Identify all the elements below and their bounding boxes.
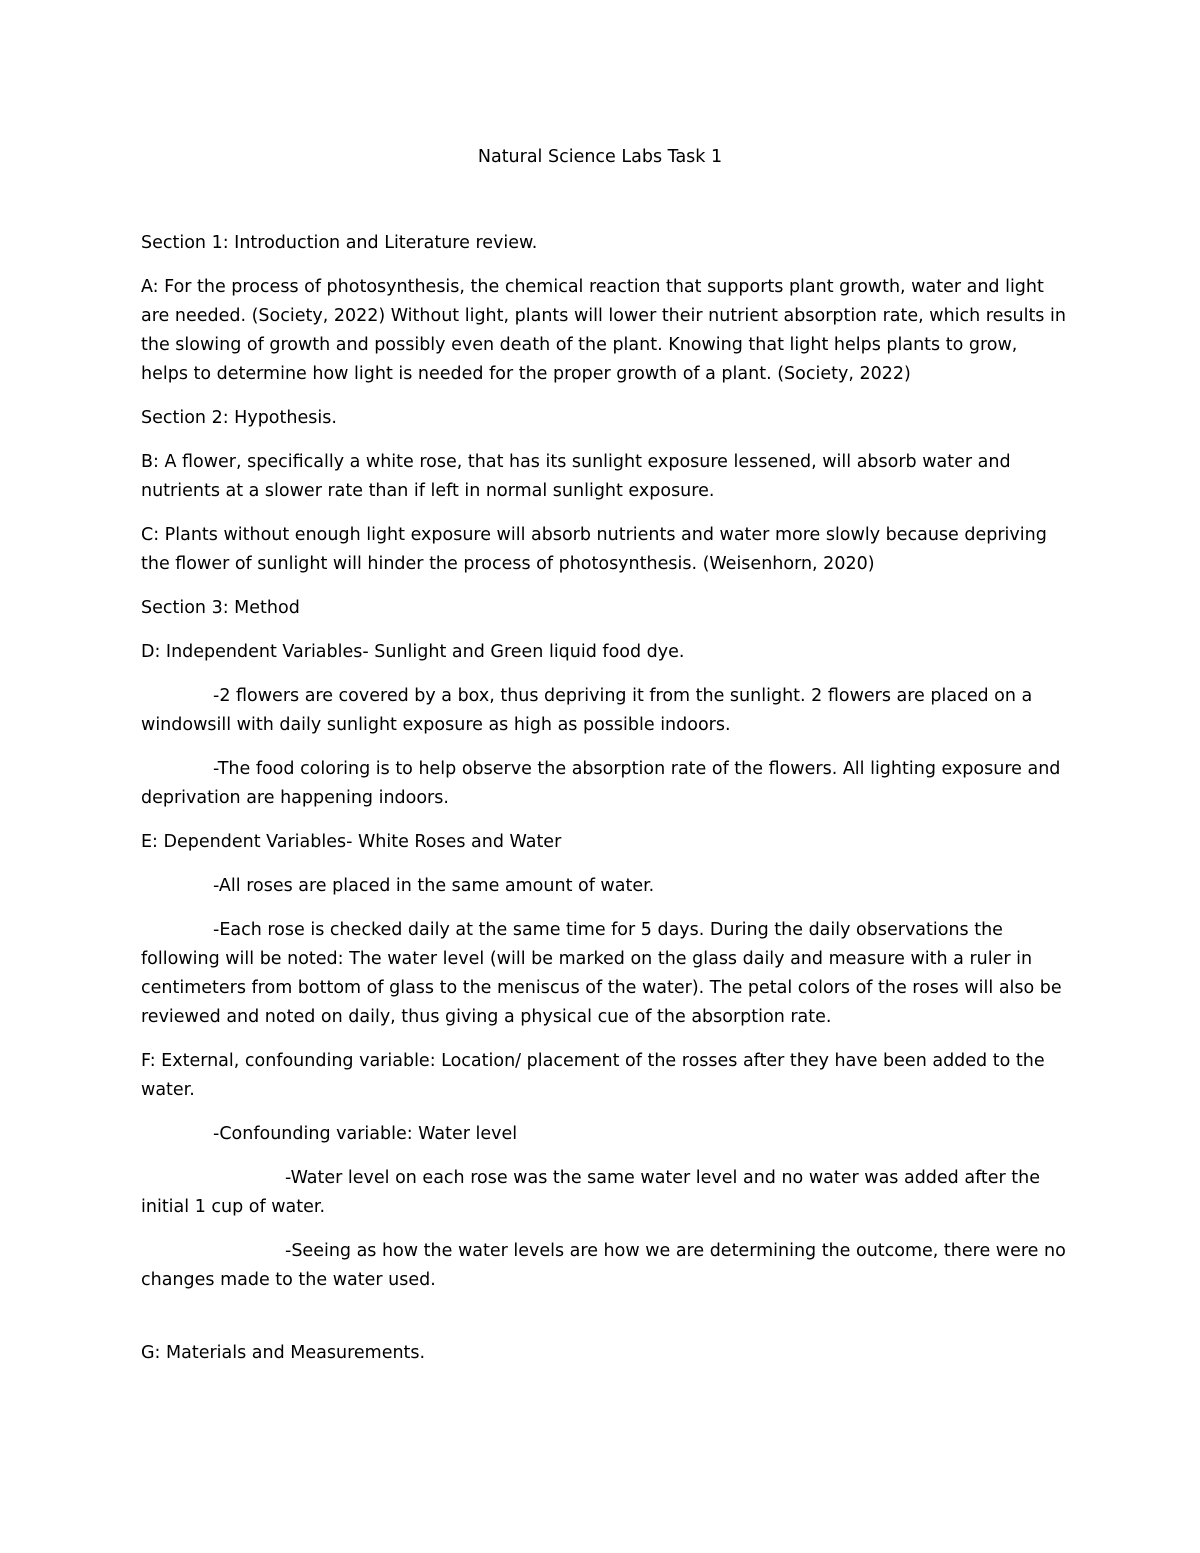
paragraph-d-detail-2: -The food coloring is to help observe the absorption rate of the flowers. All lighting exposure and deprivation are happening indoors. [141,759,1061,808]
paragraph-e-detail-2: -Each rose is checked daily at the same time for 5 days. During the daily observations the following will be noted: The water level (will be marked on the glass daily and measure with a ruler in centimeters from bottom of glass to the meniscus of the water). The petal colors of the roses will also be reviewed and noted on daily, thus giving a physical cue of the absorption rate. [141,920,1062,1027]
paragraph-e-detail-1: -All roses are placed in the same amount of water. [213,876,655,896]
paragraph-f-detail-1: -Confounding variable: Water level [213,1124,518,1144]
section-2-heading: Section 2: Hypothesis. [141,408,337,428]
paragraph-f: F: External, confounding variable: Location/ placement of the rosses after they have been added to the water. [141,1051,1045,1100]
document-title: Natural Science Labs Task 1 [477,147,723,167]
paragraph-f-detail-2: -Water level on each rose was the same water level and no water was added after the initial 1 cup of water. [141,1168,1041,1217]
paragraph-e: E: Dependent Variables- White Roses and Water [141,832,562,852]
section-1-heading: Section 1: Introduction and Literature review. [141,233,538,253]
paragraph-b: B: A flower, specifically a white rose, that has its sunlight exposure lessened, will absorb water and nutrients at a slower rate than if left in normal sunlight exposure. [141,452,1011,501]
paragraph-f-detail-3: -Seeing as how the water levels are how we are determining the outcome, there were no changes made to the water used. [141,1241,1066,1290]
document-body [141,229,1066,1383]
paragraph-c: C: Plants without enough light exposure will absorb nutrients and water more slowly because depriving the flower of sunlight will hinder the process of photosynthesis. (Weisenhorn, 2020) [141,525,1047,574]
paragraph-g: G: Materials and Measurements. [141,1343,426,1363]
paragraph-d-detail-1: -2 flowers are covered by a box, thus depriving it from the sunlight. 2 flowers are placed on a windowsill with daily sunlight exposure as high as possible indoors. [141,686,1033,735]
paragraph-a: A: For the process of photosynthesis, the chemical reaction that supports plant growth, water and light are needed. (Society, 2022) Without light, plants will lower their nutrient absorption rate, which results in the slowing of growth and possibly even death of the plant. Knowing that light helps plants to grow, helps to determine how light is needed for the proper growth of a plant. (Society, 2022) [141,277,1066,384]
paragraph-d: D: Independent Variables- Sunlight and Green liquid food dye. [141,642,685,662]
section-3-heading: Section 3: Method [141,598,300,618]
